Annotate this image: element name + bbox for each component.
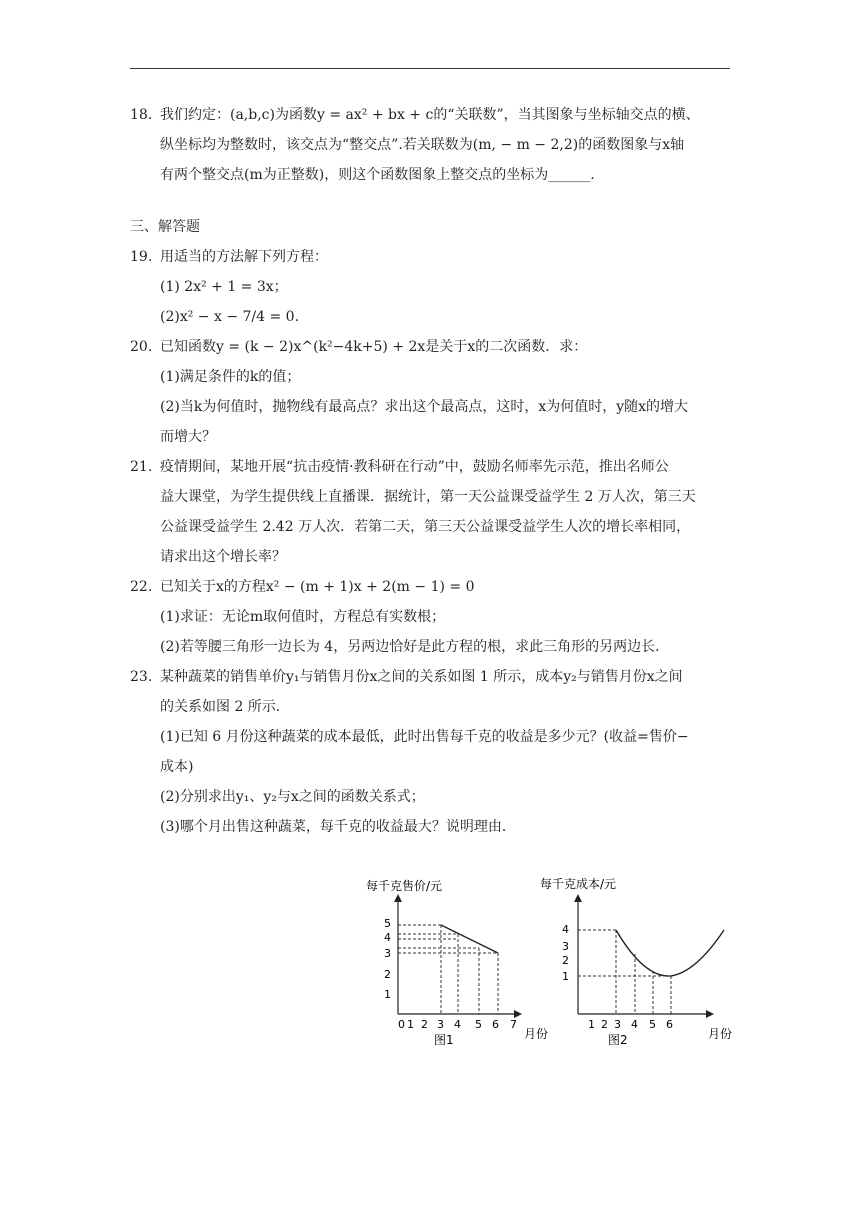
figure1-x-arrow	[514, 1010, 522, 1018]
figure2-ytick: 2	[562, 954, 569, 967]
figure2-ytick: 4	[562, 923, 569, 936]
question-line: (1) 2x² + 1 = 3x；	[160, 279, 288, 295]
figure2-xtick: 5	[649, 1018, 656, 1031]
figure2-xtick: 1	[588, 1018, 595, 1031]
section-title: 三、解答题	[130, 219, 200, 235]
figure1-xtick: 0	[398, 1018, 405, 1031]
figure1-xtick: 5	[475, 1018, 482, 1031]
figure2-xtick: 4	[631, 1018, 638, 1031]
question-line: (2)x² − x − 7/4 = 0.	[160, 309, 300, 325]
figure1-ylabel: 每千克售价/元	[366, 879, 443, 893]
figure2-y-arrow	[574, 894, 582, 902]
question-18	[130, 100, 730, 190]
question-line: (2)分别求出y₁、y₂与x之间的函数关系式；	[160, 789, 425, 805]
question-line: 某种蔬菜的销售单价y₁与销售月份x之间的关系如图 1 所示，成本y₂与销售月份x之间	[160, 669, 683, 685]
figure2-ytick: 3	[562, 940, 569, 953]
question-line: 益大课堂，为学生提供线上直播课．据统计，第一天公益课受益学生 2 万人次，第三天	[160, 489, 696, 505]
question-line: 我们约定：(a,b,c)为函数y = ax² + bx + c的“关联数”，当其图象与坐标轴交点的横、	[160, 107, 700, 123]
figures-svg	[348, 868, 738, 1048]
figure1-xtick: 6	[492, 1018, 499, 1031]
figure1-xlabel: 月份	[524, 1027, 549, 1041]
figure2-xtick: 3	[614, 1018, 621, 1031]
figure2-x-arrow	[706, 1010, 714, 1018]
figure1-y-arrow	[394, 894, 402, 902]
question-line: (1)已知 6 月份这种蔬菜的成本最低，此时出售每千克的收益是多少元？(收益=售价−	[160, 729, 689, 745]
question-line: 纵坐标均为整数时，该交点为“整交点”.若关联数为(m, − m − 2,2)的函数图象与x轴	[160, 137, 685, 153]
header-rule	[130, 68, 730, 69]
question-line: 成本)	[160, 759, 194, 775]
figure1-ytick: 2	[384, 968, 391, 981]
question-line: 疫情期间，某地开展“抗击疫情·教科研在行动”中，鼓励名师率先示范，推出名师公	[160, 459, 669, 475]
question-number: 18.	[130, 107, 153, 123]
question-line: 已知关于x的方程x² − (m + 1)x + 2(m − 1) = 0	[160, 579, 475, 595]
question-line: (2)当k为何值时，抛物线有最高点？求出这个最高点，这时，x为何值时，y随x的增大	[160, 399, 689, 415]
figure1-ytick: 4	[384, 931, 391, 944]
figure1-xtick: 1	[407, 1018, 414, 1031]
question-number: 23.	[130, 669, 153, 685]
question-number: 19.	[130, 249, 153, 265]
figure1-ytick: 5	[384, 917, 391, 930]
figure1-xtick: 4	[454, 1018, 461, 1031]
figure-1	[366, 878, 548, 1047]
figure2-ylabel: 每千克成本/元	[540, 877, 617, 891]
question-line: 请求出这个增长率？	[160, 549, 286, 565]
question-line: (1)满足条件的k的值；	[160, 369, 301, 385]
figure1-guides	[398, 925, 498, 1014]
question-line: (1)求证：无论m取何值时，方程总有实数根；	[160, 609, 446, 625]
figure2-cost-curve	[616, 930, 724, 976]
question-22	[130, 572, 730, 662]
question-19	[130, 242, 730, 332]
question-20	[130, 332, 730, 452]
figure2-ytick: 1	[562, 970, 569, 983]
question-number: 20.	[130, 339, 153, 355]
question-line: 有两个整交点(m为正整数)，则这个函数图象上整交点的坐标为______.	[160, 167, 595, 183]
question-21	[130, 452, 730, 572]
figure1-xtick: 7	[510, 1018, 517, 1031]
figure1-ytick: 3	[384, 947, 391, 960]
figures	[348, 868, 738, 1048]
figure1-ytick: 1	[384, 988, 391, 1001]
figure1-caption: 图1	[434, 1033, 454, 1047]
question-line: 已知函数y = (k − 2)x^(k²−4k+5) + 2x是关于x的二次函数．求：	[160, 339, 588, 355]
figure2-xtick: 6	[666, 1018, 673, 1031]
figure-2	[540, 876, 732, 1047]
figure2-xlabel: 月份	[708, 1027, 733, 1041]
question-number: 22.	[130, 579, 153, 595]
question-line: 的关系如图 2 所示．	[160, 699, 290, 715]
question-line: 公益课受益学生 2.42 万人次．若第二天，第三天公益课受益学生人次的增长率相同，	[160, 519, 691, 535]
question-line: 而增大？	[160, 429, 216, 445]
figure2-xtick: 2	[601, 1018, 608, 1031]
figure1-xtick: 2	[421, 1018, 428, 1031]
question-23	[130, 662, 730, 842]
figure2-caption: 图2	[608, 1033, 628, 1047]
question-line: (3)哪个月出售这种蔬菜，每千克的收益最大？说明理由．	[160, 819, 516, 835]
question-number: 21.	[130, 459, 153, 475]
question-line: 用适当的方法解下列方程：	[160, 249, 328, 265]
question-line: (2)若等腰三角形一边长为 4，另两边恰好是此方程的根，求此三角形的另两边长．	[160, 639, 670, 655]
figure1-xtick: 3	[437, 1018, 444, 1031]
question-list	[130, 100, 730, 842]
